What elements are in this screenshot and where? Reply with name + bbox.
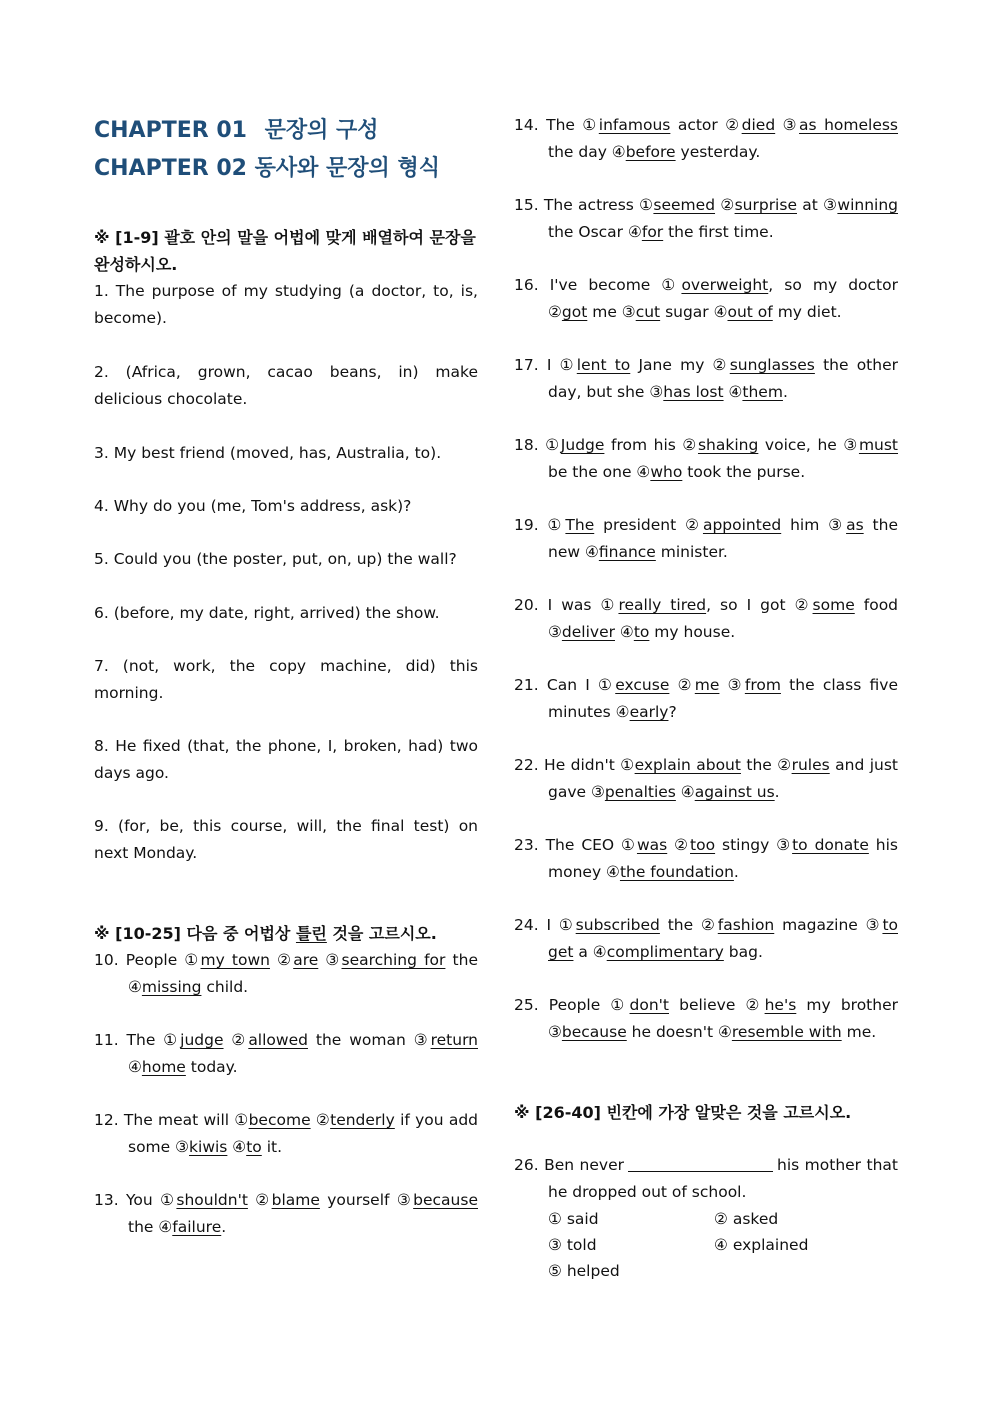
question-17 xyxy=(514,352,898,406)
q-text: my diet. xyxy=(772,303,842,321)
chapter-title: 동사와 문장의 형식 xyxy=(254,156,440,181)
question-18 xyxy=(514,432,898,486)
question-12 xyxy=(94,1107,478,1161)
question-5: 5. Could you (the poster, put, on, up) the wall? xyxy=(94,550,457,568)
q-text: his mother that he dropped out of school. xyxy=(548,1156,898,1201)
q-text: 25. People ① xyxy=(514,996,630,1014)
q-text: voice, he ③ xyxy=(758,436,859,454)
q-underlined: home xyxy=(141,1058,186,1076)
q-text: believe ② xyxy=(669,996,765,1014)
q-underlined: searching for xyxy=(341,951,446,969)
question-21 xyxy=(514,672,898,726)
section-1-9-instruction: ※ [1-9] 괄호 안의 말을 어법에 맞게 배열하여 문장을 완성하시오. xyxy=(94,228,476,274)
section-26-40-instruction: ※ [26-40] 빈칸에 가장 알맞은 것을 고르시오. xyxy=(514,1103,852,1122)
question-20 xyxy=(514,592,898,646)
q-text: ? xyxy=(668,703,677,721)
q-underlined: my town xyxy=(200,951,270,969)
q-underlined: Judge xyxy=(560,436,605,454)
q-text: the ② xyxy=(659,916,718,934)
q-text: 17. I ① xyxy=(514,356,577,374)
question-11 xyxy=(94,1027,478,1081)
q-underlined: before xyxy=(625,143,676,161)
q-text: actor ② xyxy=(670,116,742,134)
chapter-title: 문장의 구성 xyxy=(264,118,379,143)
q-underlined: shouldn't xyxy=(176,1191,248,1209)
question-8: 8. He fixed (that, the phone, I, broken, had) two days ago. xyxy=(94,737,478,782)
q-text: ② xyxy=(269,951,294,969)
q-text: and just gave ③ xyxy=(548,756,898,801)
q-underlined: blame xyxy=(271,1191,320,1209)
q-text: him ③ xyxy=(781,516,847,534)
q-underlined: some xyxy=(812,596,855,614)
q-text: yesterday. xyxy=(675,143,761,161)
q-underlined: excuse xyxy=(615,676,670,694)
q-underlined: kiwis xyxy=(189,1138,228,1156)
q-underlined: for xyxy=(641,223,664,241)
q-text: ② xyxy=(223,1031,249,1049)
q-text: it. xyxy=(261,1138,283,1156)
question-22 xyxy=(514,752,898,806)
option-2: ② asked xyxy=(714,1210,779,1228)
option-1: ① said xyxy=(548,1210,599,1228)
q-underlined: shaking xyxy=(697,436,759,454)
q-underlined: deliver xyxy=(561,623,615,641)
question-15 xyxy=(514,192,898,246)
q-text: the new ④ xyxy=(548,516,898,561)
q-text: , so I got ② xyxy=(706,596,813,614)
q-underlined: to xyxy=(246,1138,262,1156)
q-text: 16. I've become ① xyxy=(514,276,682,294)
question-16 xyxy=(514,272,898,326)
q-text: ② xyxy=(715,196,735,214)
q-text: 13. You ① xyxy=(94,1191,177,1209)
q-underlined: out of xyxy=(727,303,773,321)
q-text: the day ④ xyxy=(548,143,626,161)
q-underlined: appointed xyxy=(702,516,782,534)
q-text: my brother ③ xyxy=(548,996,898,1041)
q-text: 10. People ① xyxy=(94,951,201,969)
chapter-label: CHAPTER 02 xyxy=(94,156,247,181)
q-text: child. xyxy=(201,978,249,996)
q-underlined: are xyxy=(293,951,319,969)
question-26-options xyxy=(514,1206,898,1284)
q-underlined: cut xyxy=(635,303,661,321)
q-text: . xyxy=(733,863,739,881)
q-underlined: the foundation xyxy=(619,863,734,881)
q-text: bag. xyxy=(723,943,763,961)
q-text: 22. He didn't ① xyxy=(514,756,635,774)
q-underlined: failure xyxy=(172,1218,222,1236)
q-text: his money ④ xyxy=(548,836,898,881)
question-26 xyxy=(514,1152,898,1206)
q-underlined: sunglasses xyxy=(729,356,815,374)
question-13 xyxy=(94,1187,478,1241)
q-underlined: from xyxy=(744,676,781,694)
right-column xyxy=(514,112,898,1284)
q-text: 12. The meat will ① xyxy=(94,1111,249,1129)
option-4: ④ explained xyxy=(714,1236,809,1254)
q-text: the other day, but she ③ xyxy=(548,356,898,401)
q-underlined: because xyxy=(413,1191,478,1209)
question-24 xyxy=(514,912,898,966)
q-text: ② xyxy=(310,1111,331,1129)
q-text: at ③ xyxy=(796,196,838,214)
q-text: 19. ① xyxy=(514,516,566,534)
q-underlined: fashion xyxy=(717,916,775,934)
q-underlined: who xyxy=(650,463,683,481)
question-23 xyxy=(514,832,898,886)
q-underlined: winning xyxy=(837,196,898,214)
q-underlined: surprise xyxy=(734,196,797,214)
q-underlined: me xyxy=(694,676,720,694)
q-underlined: must xyxy=(858,436,899,454)
q-text: me. xyxy=(841,1023,877,1041)
instruction-emphasis: 틀린 xyxy=(295,924,327,943)
q-text: 26. Ben never xyxy=(514,1156,624,1174)
q-text: me ③ xyxy=(587,303,636,321)
q-text: a ④ xyxy=(573,943,607,961)
question-2: 2. (Africa, grown, cacao beans, in) make delicious chocolate. xyxy=(94,363,478,408)
q-text: be the one ④ xyxy=(548,463,651,481)
q-text: food ③ xyxy=(548,596,899,641)
question-9: 9. (for, be, this course, will, the final test) on next Monday. xyxy=(94,817,478,862)
q-underlined: missing xyxy=(141,978,202,996)
q-text: 18. ① xyxy=(514,436,561,454)
instruction-text: ※ [10-25] 다음 중 어법상 xyxy=(94,924,296,943)
q-underlined: return xyxy=(430,1031,478,1049)
q-text: stingy ③ xyxy=(715,836,793,854)
q-text: took the purse. xyxy=(682,463,806,481)
q-underlined: to get xyxy=(548,916,898,961)
q-underlined: them xyxy=(742,383,783,401)
q-text: today. xyxy=(185,1058,238,1076)
question-14 xyxy=(514,112,898,166)
q-text: yourself ③ xyxy=(319,1191,414,1209)
chapter-label: CHAPTER 01 xyxy=(94,118,247,143)
q-underlined: because xyxy=(561,1023,627,1041)
q-underlined: really tired xyxy=(618,596,707,614)
q-underlined: lent to xyxy=(576,356,631,374)
q-text: president ② xyxy=(594,516,703,534)
q-text: 14. The ① xyxy=(514,116,599,134)
answer-blank xyxy=(628,1155,773,1172)
q-underlined: become xyxy=(248,1111,311,1129)
left-column xyxy=(94,112,478,1241)
q-underlined: got xyxy=(561,303,588,321)
question-3: 3. My best friend (moved, has, Australia, to). xyxy=(94,444,442,462)
q-text: . xyxy=(774,783,780,801)
q-underlined: died xyxy=(741,116,776,134)
q-text: 15. The actress ① xyxy=(514,196,654,214)
q-text: ④ xyxy=(675,783,695,801)
q-underlined: was xyxy=(636,836,668,854)
q-text: ④ xyxy=(128,1058,142,1076)
question-4: 4. Why do you (me, Tom's address, ask)? xyxy=(94,497,412,515)
instruction-text: 것을 고르시오. xyxy=(326,924,437,943)
q-underlined: too xyxy=(690,836,716,854)
q-text: ④ xyxy=(614,623,634,641)
q-underlined: as xyxy=(846,516,864,534)
question-25 xyxy=(514,992,898,1046)
question-10 xyxy=(94,947,478,1001)
chapter-02-heading xyxy=(94,150,478,188)
q-text: 11. The ① xyxy=(94,1031,181,1049)
q-underlined: early xyxy=(629,703,669,721)
q-text: my house. xyxy=(649,623,736,641)
q-underlined: allowed xyxy=(248,1031,308,1049)
q-underlined: to donate xyxy=(792,836,869,854)
q-text: he doesn't ④ xyxy=(626,1023,732,1041)
q-text: the Oscar ④ xyxy=(548,223,642,241)
option-5: ⑤ helped xyxy=(548,1262,620,1280)
q-text: minister. xyxy=(655,543,728,561)
q-underlined: to xyxy=(633,623,650,641)
q-text: 23. The CEO ① xyxy=(514,836,637,854)
question-6: 6. (before, my date, right, arrived) the show. xyxy=(94,604,440,622)
q-text: ② xyxy=(247,1191,272,1209)
q-underlined: penalties xyxy=(604,783,676,801)
q-text: . xyxy=(221,1218,227,1236)
q-underlined: infamous xyxy=(598,116,671,134)
q-text: the class five minutes ④ xyxy=(548,676,899,721)
q-underlined: The xyxy=(565,516,595,534)
q-underlined: against us xyxy=(694,783,775,801)
q-text: the ② xyxy=(740,756,792,774)
q-underlined: rules xyxy=(791,756,830,774)
question-7: 7. (not, work, the copy machine, did) this morning. xyxy=(94,657,478,702)
q-underlined: has lost xyxy=(663,383,724,401)
q-text: ② xyxy=(669,676,695,694)
q-text: ③ xyxy=(318,951,342,969)
q-text: 21. Can I ① xyxy=(514,676,616,694)
q-underlined: judge xyxy=(180,1031,224,1049)
q-text: if you add some ③ xyxy=(128,1111,479,1156)
q-underlined: overweight xyxy=(681,276,769,294)
chapter-01-heading xyxy=(94,112,478,150)
q-underlined: resemble with xyxy=(731,1023,842,1041)
q-text: ④ xyxy=(723,383,743,401)
q-text: Jane my ② xyxy=(630,356,730,374)
section-10-25-instruction xyxy=(94,920,478,947)
q-text: . xyxy=(782,383,788,401)
q-text: ② xyxy=(667,836,691,854)
q-text: the woman ③ xyxy=(307,1031,431,1049)
q-text: , so my doctor ② xyxy=(548,276,898,321)
q-underlined: seemed xyxy=(653,196,716,214)
q-underlined: don't xyxy=(629,996,669,1014)
q-text: sugar ④ xyxy=(660,303,728,321)
q-text: ③ xyxy=(775,116,800,134)
q-underlined: complimentary xyxy=(606,943,724,961)
q-text: from his ② xyxy=(604,436,698,454)
question-1: 1. The purpose of my studying (a doctor, to, is, become). xyxy=(94,282,478,327)
q-text: the first time. xyxy=(663,223,774,241)
question-19 xyxy=(514,512,898,566)
q-underlined: as homeless xyxy=(799,116,899,134)
q-text: ③ xyxy=(719,676,745,694)
option-3: ③ told xyxy=(548,1236,597,1254)
q-text: ④ xyxy=(227,1138,247,1156)
q-text: the ④ xyxy=(128,1218,173,1236)
q-text: magazine ③ xyxy=(774,916,883,934)
q-underlined: finance xyxy=(598,543,656,561)
q-underlined: he's xyxy=(764,996,797,1014)
q-underlined: explain about xyxy=(634,756,741,774)
q-underlined: tenderly xyxy=(330,1111,395,1129)
q-underlined: subscribed xyxy=(575,916,660,934)
q-text: the ④ xyxy=(128,951,478,996)
q-text: 20. I was ① xyxy=(514,596,619,614)
q-text: 24. I ① xyxy=(514,916,576,934)
